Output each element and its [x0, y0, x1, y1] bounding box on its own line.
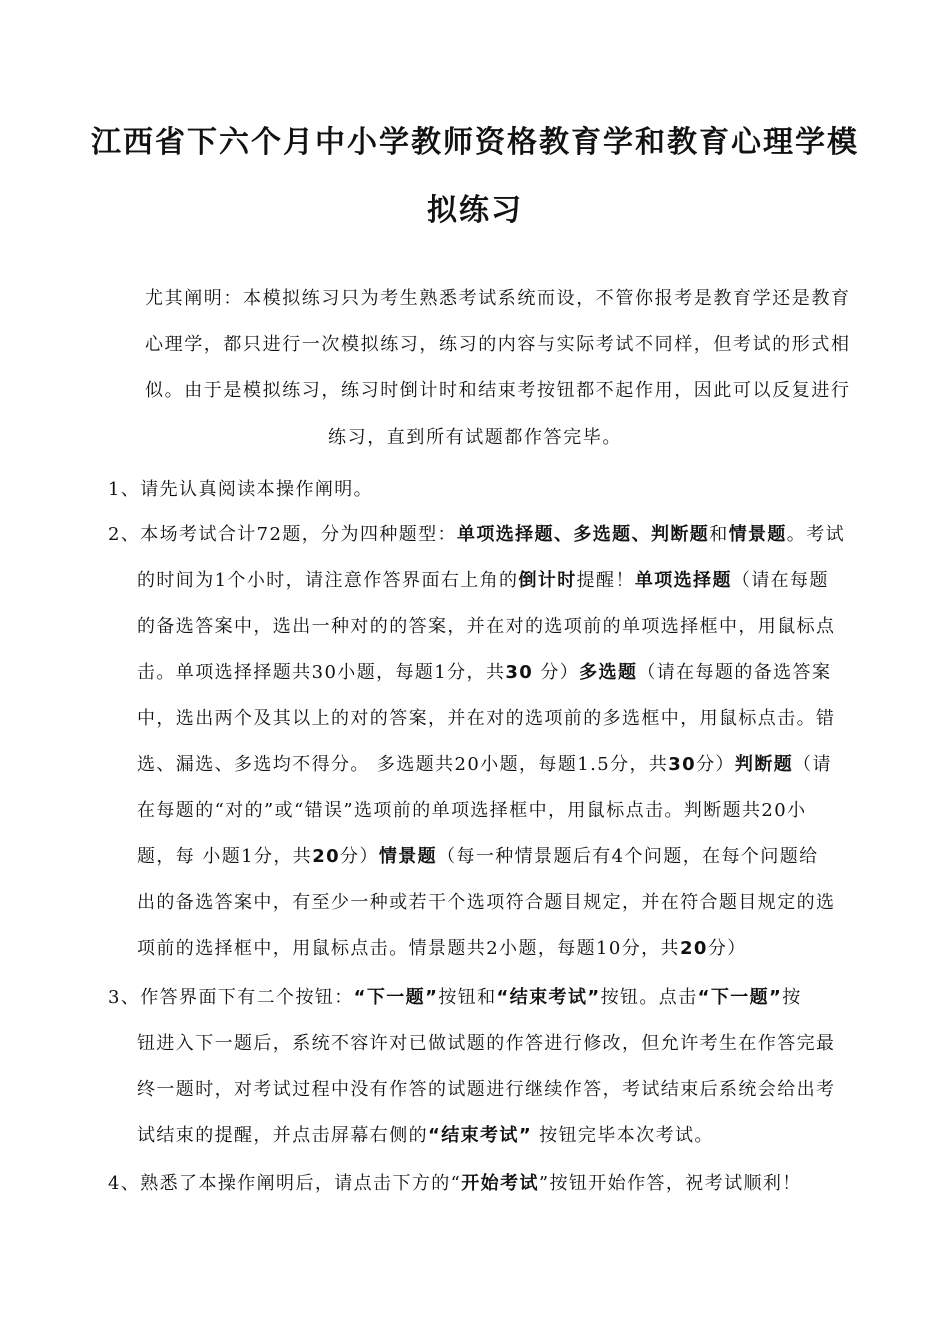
bold-term: 多选题 [579, 662, 638, 683]
item-line: 项前的选择框中，用鼠标点击。情景题共2小题，每题10分，共20分） [137, 938, 747, 959]
item-line: 击。单项选择择题共30小题，每题1分，共30 分）多选题（请在每题的备选答案 [137, 662, 832, 683]
document-title-line-1: 江西省下六个月中小学教师资格教育学和教育心理学模 [91, 125, 859, 160]
item-line: 试结束的提醒，并点击屏幕右侧的“结束考试” 按钮完毕本次考试。 [137, 1125, 714, 1146]
bold-term: 判断题 [734, 754, 794, 775]
instruction-item-4: 4、熟悉了本操作阐明后，请点击下方的“开始考试”按钮开始作答，祝考试顺利！ [108, 1173, 802, 1194]
intro-line: 练习，直到所有试题都作答完毕。 [328, 427, 622, 448]
item-line: 中，选出两个及其以上的对的答案，并在对的选项前的多选框中，用鼠标点击。错 [137, 708, 836, 729]
item-line: 出的备选答案中，有至少一种或若干个选项符合题目规定，并在符合题目规定的选 [137, 892, 836, 913]
bold-term: 判断题 [650, 524, 710, 545]
instruction-item-1: 1、请先认真阅读本操作阐明。 [108, 479, 374, 500]
item-line: 选、漏选、多选均不得分。 多选题共20小题，每题1.5分，共30分）判断题（请 [137, 754, 832, 775]
bold-term: 情景题 [378, 846, 438, 867]
bold-term: 20 [679, 938, 708, 959]
bold-term: 30 [668, 754, 697, 775]
item-line: 题，每 小题1分，共20分）情景题（每一种情景题后有4个问题，在每个问题给 [137, 846, 819, 867]
item-line: 在每题的“对的”或“错误”选项前的单项选择框中，用鼠标点击。判断题共20小 [137, 800, 807, 821]
intro-line: 尤其阐明：本模拟练习只为考生熟悉考试系统而设，不管你报考是教育学还是教育 [145, 288, 851, 309]
bold-term: “下一题” [353, 987, 439, 1008]
bold-term: 多选题 [573, 524, 632, 545]
item-line: 3、作答界面下有二个按钮：“下一题”按钮和“结束考试”按钮。点击“下一题”按 [108, 987, 802, 1008]
bold-term: 开始考试 [461, 1173, 539, 1194]
intro-line: 似。由于是模拟练习，练习时倒计时和结束考按钮都不起作用，因此可以反复进行 [145, 380, 851, 401]
bold-term: 单项选择题 [456, 524, 554, 545]
item-line: 2、本场考试合计72题，分为四种题型：单项选择题、多选题、判断题和情景题。考试 [108, 524, 845, 545]
bold-term: “结束考试” [428, 1125, 533, 1146]
bold-term: “下一题” [697, 987, 783, 1008]
bold-term: 20 [312, 846, 341, 867]
bold-term: 单项选择题 [634, 570, 732, 591]
bold-term: 倒计时 [518, 570, 577, 591]
item-line: 终一题时，对考试过程中没有作答的试题进行继续作答，考试结束后系统会给出考 [137, 1079, 836, 1100]
item-line: 的时间为1个小时，请注意作答界面右上角的倒计时提醒！单项选择题（请在每题 [137, 570, 829, 591]
item-line: 钮进入下一题后，系统不容许对已做试题的作答进行修改，但允许考生在作答完最 [137, 1033, 836, 1054]
bold-term: 情景题 [728, 524, 787, 545]
intro-line: 心理学，都只进行一次模拟练习，练习的内容与实际考试不同样，但考试的形式相 [145, 334, 851, 355]
document-title-line-2: 拟练习 [427, 193, 523, 228]
item-line: 的备选答案中，选出一种对的的答案，并在对的选项前的单项选择框中，用鼠标点 [137, 616, 836, 637]
bold-term: 30 [505, 662, 534, 683]
bold-term: “结束考试” [496, 987, 601, 1008]
